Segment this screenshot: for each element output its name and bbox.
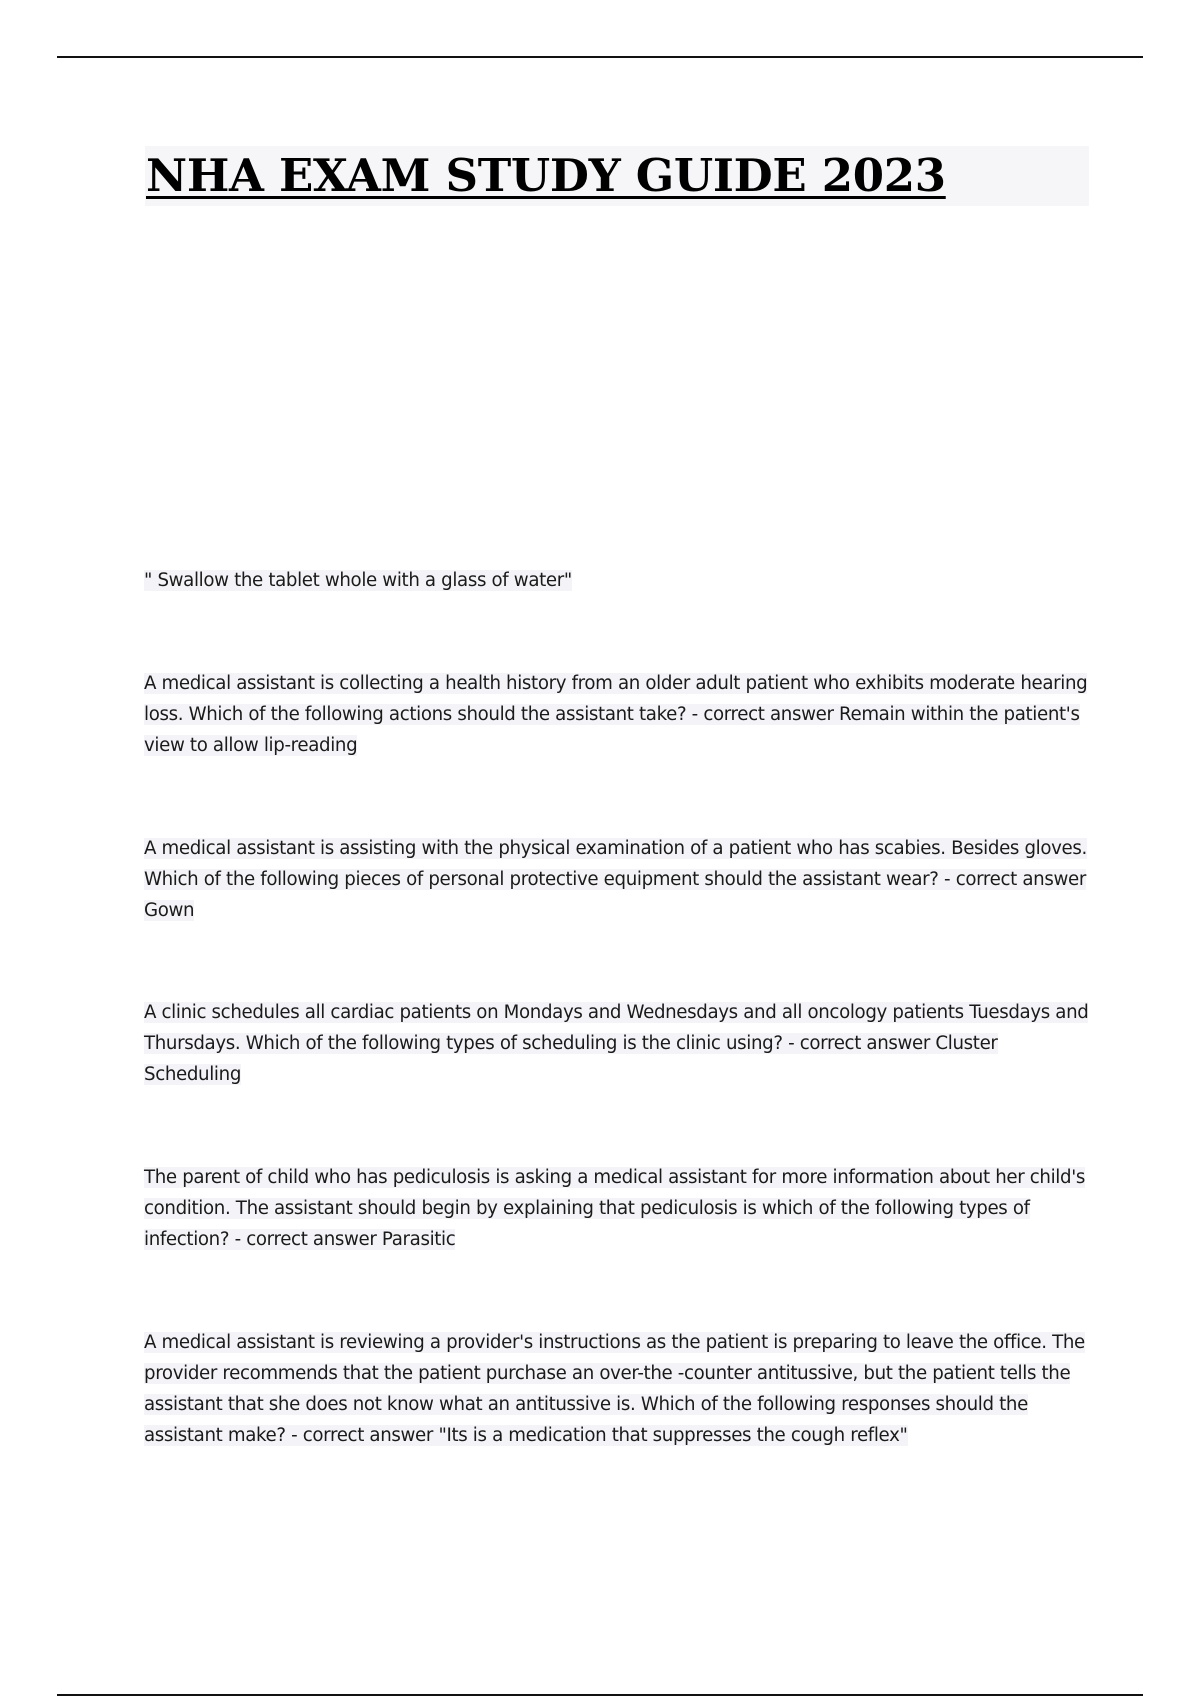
entry-text: " Swallow the tablet whole with a glass of water" xyxy=(144,570,572,591)
study-entry xyxy=(144,833,1094,926)
entry-text: A clinic schedules all cardiac patients on Mondays and Wednesdays and all oncology patients Tuesdays and Thursdays. Which of the following types of scheduling is the clinic using? - correct answer Cluster Scheduling xyxy=(144,1002,1089,1085)
study-entry xyxy=(144,668,1094,761)
bottom-rule xyxy=(57,1694,1143,1696)
document-title: NHA EXAM STUDY GUIDE 2023 xyxy=(146,149,946,202)
study-entry xyxy=(144,1162,1094,1255)
entry-text: The parent of child who has pediculosis is asking a medical assistant for more information about her child's condition. The assistant should begin by explaining that pediculosis is which of the following types of infection? - correct answer Parasitic xyxy=(144,1167,1085,1250)
entry-text: A medical assistant is reviewing a provider's instructions as the patient is preparing to leave the office. The provider recommends that the patient purchase an over-the -counter antitussive, but the patient tells the assistant that she does not know what an antitussive is. Which of the following responses should the assistant make? - correct answer "Its is a medication that suppresses the cough reflex" xyxy=(144,1332,1085,1446)
study-entry xyxy=(144,565,1094,596)
study-entry xyxy=(144,1327,1094,1451)
entry-text: A medical assistant is assisting with the physical examination of a patient who has scabies. Besides gloves. Which of the following pieces of personal protective equipment should the assistant wear? - correct answer Gown xyxy=(144,838,1087,921)
top-rule xyxy=(57,56,1143,58)
entry-text: A medical assistant is collecting a health history from an older adult patient who exhibits moderate hearing loss. Which of the following actions should the assistant take? - correct answer Remain within the patient's view to allow lip-reading xyxy=(144,673,1088,756)
study-entry xyxy=(144,997,1094,1090)
